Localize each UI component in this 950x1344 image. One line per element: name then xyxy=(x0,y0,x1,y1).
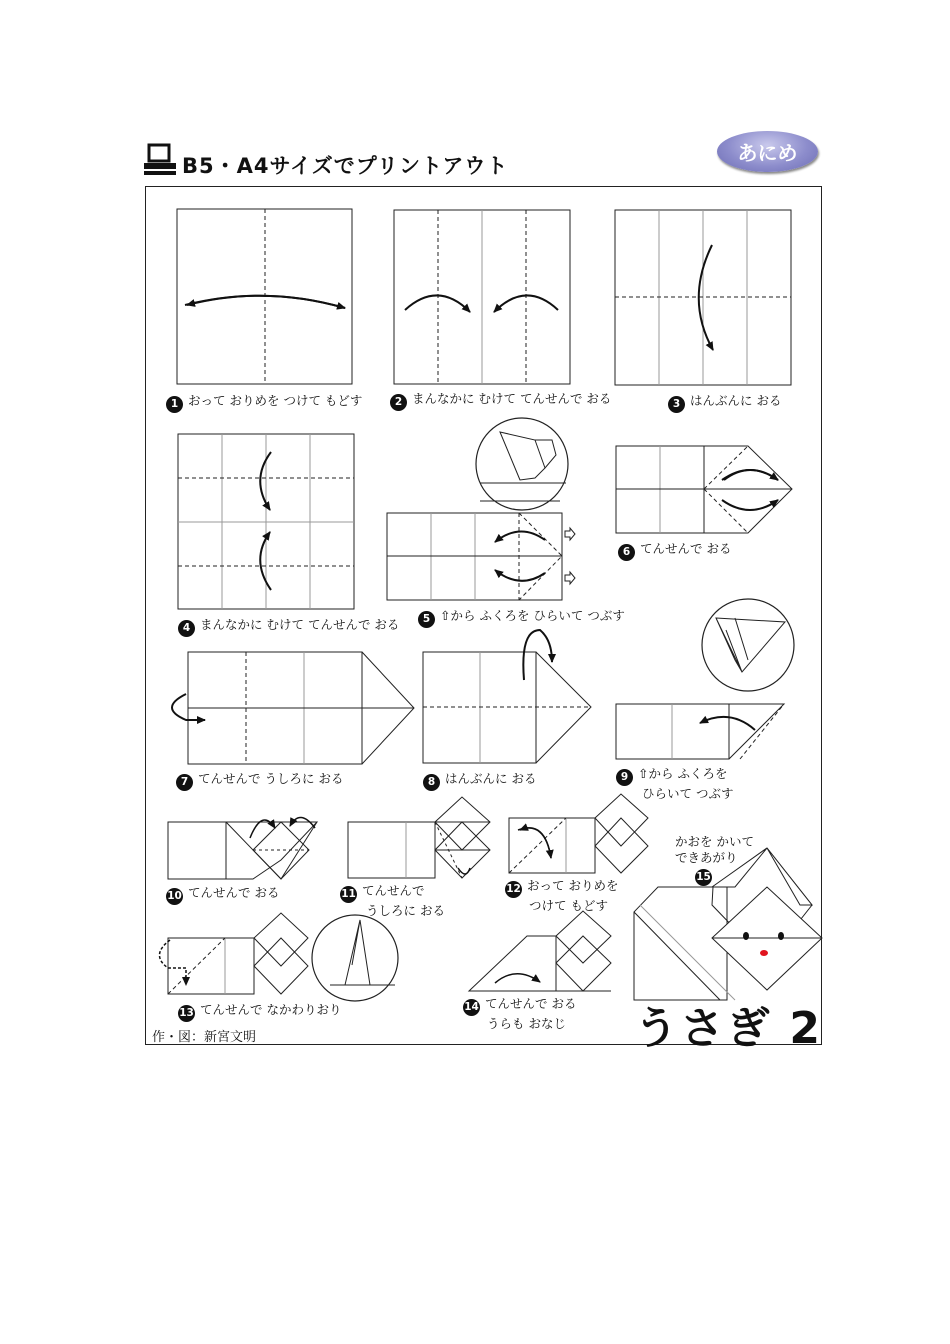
step-15-caption: かおを かいて できあがり 15 xyxy=(675,834,754,886)
rabbit-eye-left xyxy=(743,932,749,940)
model-title: うさぎ 2 xyxy=(634,1003,822,1054)
step-13-diagram xyxy=(159,913,398,1001)
step-3-caption: 3 はんぶんに おる xyxy=(668,393,781,413)
step-9-diagram xyxy=(616,599,794,759)
step-5-caption: 5 ⇧から ふくろを ひらいて つぶす xyxy=(418,608,625,628)
step-11-caption: 11 てんせんで うしろに おる xyxy=(341,883,445,918)
page-title: B5・A4サイズでプリントアウト xyxy=(182,154,509,178)
rabbit-eye-right xyxy=(778,932,784,940)
step-2-diagram xyxy=(394,210,570,384)
rabbit-nose xyxy=(760,950,768,956)
anime-badge-button[interactable]: あにめ xyxy=(717,131,818,172)
step-4-diagram xyxy=(178,434,354,609)
step-8-caption: 8 はんぶんに おる xyxy=(423,771,536,791)
step-6-diagram xyxy=(616,446,792,533)
step-7-caption: 7 てんせんで うしろに おる xyxy=(176,771,343,791)
step-5-diagram xyxy=(387,418,575,600)
step-14-caption: 14 てんせんで おる うらも おなじ xyxy=(464,996,577,1031)
step-7-diagram xyxy=(172,652,414,764)
step-10-diagram xyxy=(168,817,317,879)
step-1-diagram xyxy=(177,209,352,384)
step-8-diagram xyxy=(423,630,591,763)
step-9-caption: 9 ⇧から ふくろを ひらいて つぶす xyxy=(616,766,733,802)
step-2-caption: 2 まんなかに むけて てんせんで おる xyxy=(390,391,611,411)
step-3-diagram xyxy=(615,210,791,385)
step-12-diagram xyxy=(509,794,648,873)
step-6-caption: 6 てんせんで おる xyxy=(618,541,731,561)
step-12-caption: 12 おって おりめを つけて もどす xyxy=(506,878,619,913)
step-14-diagram xyxy=(469,911,611,991)
step-10-caption: 10 てんせんで おる xyxy=(166,885,279,905)
step-11-diagram xyxy=(348,797,490,878)
step-1-caption: 1 おって おりめを つけて もどす xyxy=(166,393,362,413)
author-credit: 作・図：新宮文明 xyxy=(152,1030,257,1045)
step-4-caption: 4 まんなかに むけて てんせんで おる xyxy=(178,617,399,637)
step-13-caption: 13 てんせんで なかわりおり xyxy=(178,1002,341,1022)
